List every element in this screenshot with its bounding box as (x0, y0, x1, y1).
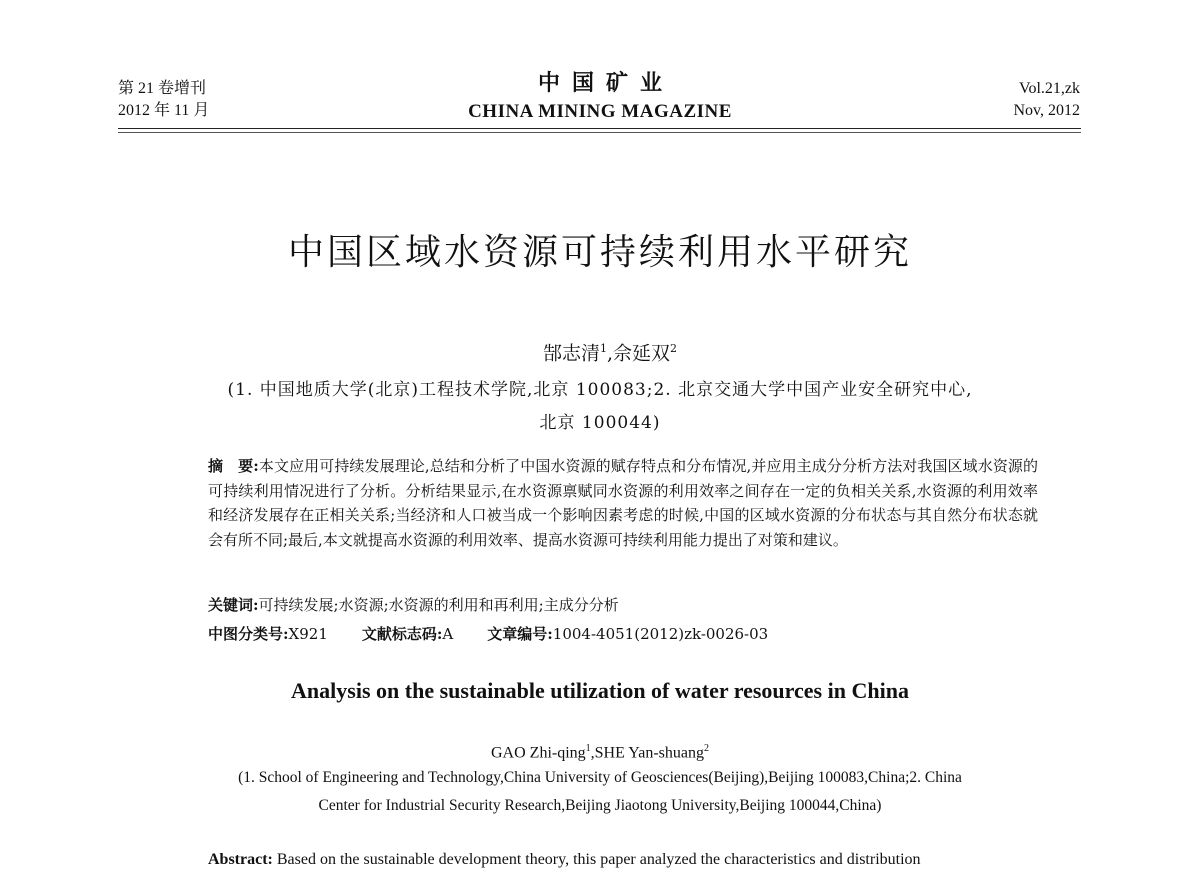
affiliation-cn (160, 374, 1040, 440)
abstract-cn (172, 454, 1038, 552)
keywords-text: 可持续发展;水资源;水资源的利用和再利用;主成分分析 (258, 596, 619, 614)
affiliation-en (160, 764, 1040, 820)
doc-code-value: A (442, 625, 454, 643)
abstract-label-en: Abstract: (208, 851, 273, 868)
affiliation-line: 北京 100044) (539, 413, 661, 433)
author-affil-mark: 1 (585, 743, 591, 754)
doc-code-label: 文献标志码: (361, 625, 443, 643)
journal-name-en: CHINA MINING MAGAZINE (468, 101, 732, 122)
clc-label: 中图分类号: (208, 625, 289, 643)
author-name: 郜志清 (542, 342, 600, 365)
authors-cn (0, 336, 1200, 366)
abstract-en (172, 846, 1038, 874)
author-name: 佘延双 (613, 342, 671, 365)
volume-en: Vol.21,zk (1018, 80, 1080, 97)
header-rule-thick (118, 128, 1081, 129)
author-name: GAO Zhi-qing (491, 744, 586, 762)
affiliation-line: (1. School of Engineering and Technology,China University of Geosciences(Beijing),Beijing 100083,China;2. China (238, 769, 962, 786)
article-no-value: 1004-4051(2012)zk-0026-03 (552, 625, 769, 643)
author-affil-mark: 2 (670, 342, 678, 355)
clc-value: X921 (288, 625, 328, 643)
header-rule-thin (118, 132, 1081, 133)
author-name: SHE Yan-shuang (594, 744, 704, 762)
affiliation-line: (1. 中国地质大学(北京)工程技术学院,北京 100083;2. 北京交通大学中国产业安全研究中心, (227, 380, 973, 400)
date-en: Nov, 2012 (1013, 102, 1080, 119)
authors-en (0, 738, 1200, 764)
keywords-label: 关键词: (208, 596, 259, 614)
author-separator: , (606, 342, 614, 365)
date-cn: 2012 年 11 月 (118, 102, 210, 119)
author-affil-mark: 1 (599, 342, 607, 355)
classification-line (208, 623, 768, 645)
journal-name-cn: 中国矿业 (537, 71, 674, 96)
affiliation-line: Center for Industrial Security Research,Beijing Jiaotong University,Beijing 100044,China) (318, 797, 882, 814)
header-right (1013, 78, 1080, 122)
keywords-cn (208, 594, 619, 616)
abstract-label-cn: 摘 要: (208, 457, 259, 475)
volume-cn: 第 21 卷增刊 (118, 80, 207, 97)
paper-title-cn: 中国区域水资源可持续利用水平研究 (287, 232, 912, 273)
paper-title-en: Analysis on the sustainable utilization of water resources in China (291, 678, 909, 703)
author-affil-mark: 2 (704, 743, 709, 754)
abstract-text-en: Based on the sustainable development theory, this paper analyzed the characteristics and distribution (276, 851, 921, 868)
article-no-label: 文章编号: (487, 625, 553, 643)
author-separator: , (590, 744, 595, 762)
abstract-text-cn: 本文应用可持续发展理论,总结和分析了中国水资源的赋存特点和分布情况,并应用主成分分析方法对我国区域水资源的可持续利用情况进行了分析。分析结果显示,在水资源禀赋同水资源的利用效率之间存在一定的负相关关系,水资源的利用效率和经济发展存在正相关关系;当经济和人口被当成一个影响因素考虑的时候,中国的区域水资源的分布状态与其自然分布状态就会有所不同;最后,本文就提高水资源的利用效率、提高水资源可持续利用能力提出了对策和建议。 (208, 457, 1038, 549)
